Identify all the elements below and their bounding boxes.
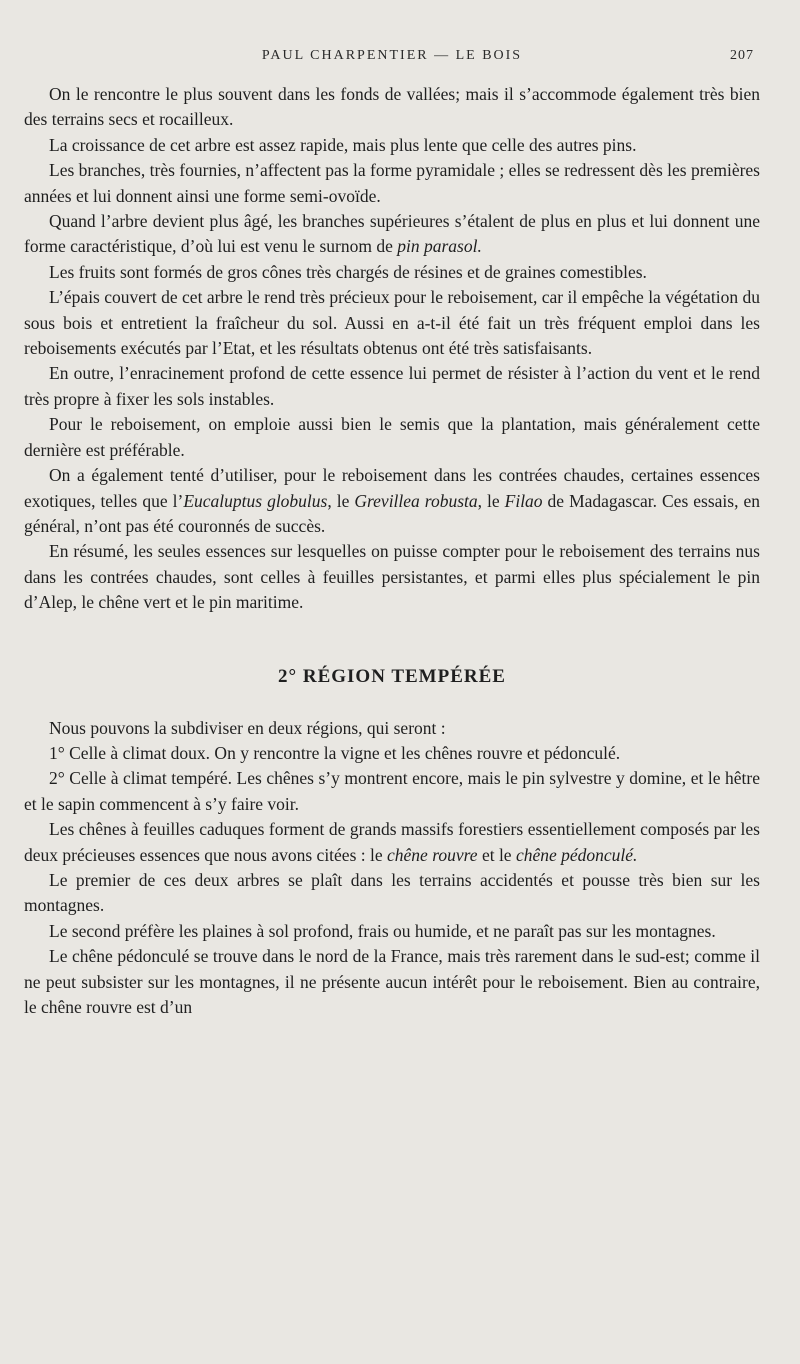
paragraph bbox=[24, 285, 760, 361]
page-number: 207 bbox=[730, 48, 754, 63]
paragraph bbox=[24, 209, 760, 260]
text-run: On le rencontre le plus souvent dans les fonds de vallées; mais il s’accommode également très bien des terrains secs et rocailleux. bbox=[24, 84, 760, 130]
text-run: Le second préfère les plaines à sol profond, frais ou humide, et ne paraît pas sur les montagnes. bbox=[49, 920, 716, 941]
paragraph bbox=[24, 158, 760, 209]
paragraph bbox=[24, 539, 760, 615]
paragraph bbox=[24, 412, 760, 463]
text-run: Le chêne pédonculé se trouve dans le nord de la France, mais très rarement dans le sud-est; comme il ne peut subsister sur les montagnes, il ne présente aucun intérêt pour le reboisement. Bien au contraire, le chêne rouvre est d’un bbox=[24, 946, 760, 1017]
text-run: En outre, l’enracinement profond de cette essence lui permet de résister à l’action du vent et le rend très propre à fixer les sols instables. bbox=[24, 363, 760, 409]
text-run: En résumé, les seules essences sur lesquelles on puisse compter pour le reboisement des terrains nus dans les contrées chaudes, sont celles à feuilles persistantes, et parmi elles plus spécialement le pin d’Alep, le chêne vert et le pin maritime. bbox=[24, 541, 760, 613]
body-text-bottom bbox=[24, 716, 760, 1021]
text-run: La croissance de cet arbre est assez rapide, mais plus lente que celle des autres pins. bbox=[49, 134, 637, 155]
italic-run: pin parasol. bbox=[397, 236, 482, 257]
paragraph bbox=[24, 944, 760, 1020]
text-run: de Madagascar. Ces essais, en général, n’ont pas été couronnés de succès. bbox=[24, 490, 760, 536]
text-run: L’épais couvert de cet arbre le rend très précieux pour le reboisement, car il empêche la végétation du sous bois et entretient la fraîcheur du sol. Aussi en a-t-il été fait un très fréquent emploi dans les reboisements exécutés par l’Etat, et les résultats obtenus ont été très satisfaisants. bbox=[24, 287, 760, 359]
running-header bbox=[24, 46, 760, 80]
text-run: Pour le reboisement, on emploie aussi bien le semis que la plantation, mais généralement cette dernière est préférable. bbox=[24, 414, 760, 460]
text-run: Nous pouvons la subdiviser en deux régions, qui seront : bbox=[49, 717, 446, 738]
text-run: , le bbox=[327, 490, 355, 511]
paragraph bbox=[24, 817, 760, 868]
paragraph bbox=[24, 716, 760, 741]
text-run: 1° Celle à climat doux. On y rencontre la vigne et les chênes rouvre et pédonculé. bbox=[49, 742, 621, 763]
body-text-top bbox=[24, 82, 760, 616]
italic-run: chêne pédonculé. bbox=[515, 844, 638, 865]
section-heading: 2° RÉGION TEMPÉRÉE bbox=[278, 665, 506, 687]
paragraph bbox=[24, 919, 760, 944]
text-run: Les branches, très fournies, n’affectent pas la forme pyramidale ; elles se redressent dès les premières années et lui donnent ainsi une forme semi-ovoïde. bbox=[24, 160, 760, 206]
text-run: Les fruits sont formés de gros cônes très chargés de résines et de graines comestibles. bbox=[49, 261, 647, 282]
paragraph bbox=[24, 260, 760, 285]
text-run: Les chênes à feuilles caduques forment de grands massifs forestiers essentiellement composés par les deux précieuses essences que nous avons citées : le bbox=[24, 819, 760, 865]
paragraph bbox=[24, 133, 760, 158]
text-run: On a également tenté d’utiliser, pour le reboisement dans les contrées chaudes, certaines essences exotiques, telles que l’ bbox=[24, 465, 760, 511]
text-run: 2° Celle à climat tempéré. Les chênes s’y montrent encore, mais le pin sylvestre y domine, et le hêtre et le sapin commencent à s’y faire voir. bbox=[24, 768, 760, 814]
paragraph bbox=[24, 463, 760, 539]
text-run: et le bbox=[477, 844, 516, 865]
paragraph bbox=[24, 82, 760, 133]
running-title: PAUL CHARPENTIER — LE BOIS bbox=[261, 48, 523, 63]
italic-run: Eucaluptus globulus bbox=[183, 490, 328, 511]
italic-run: Grevillea robusta bbox=[354, 490, 478, 511]
text-run: Quand l’arbre devient plus âgé, les branches supérieures s’étalent de plus en plus et lui donnent une forme caractéristique, d’où lui est venu le surnom de bbox=[24, 211, 760, 257]
italic-run: Filao bbox=[504, 490, 543, 511]
paragraph bbox=[24, 741, 760, 766]
paragraph bbox=[24, 868, 760, 919]
text-run: Le premier de ces deux arbres se plaît dans les terrains accidentés et pousse très bien sur les montagnes. bbox=[24, 869, 760, 916]
text-run: , le bbox=[477, 490, 505, 511]
italic-run: chêne rouvre bbox=[387, 844, 478, 865]
paragraph bbox=[24, 361, 760, 412]
paragraph bbox=[24, 766, 760, 817]
